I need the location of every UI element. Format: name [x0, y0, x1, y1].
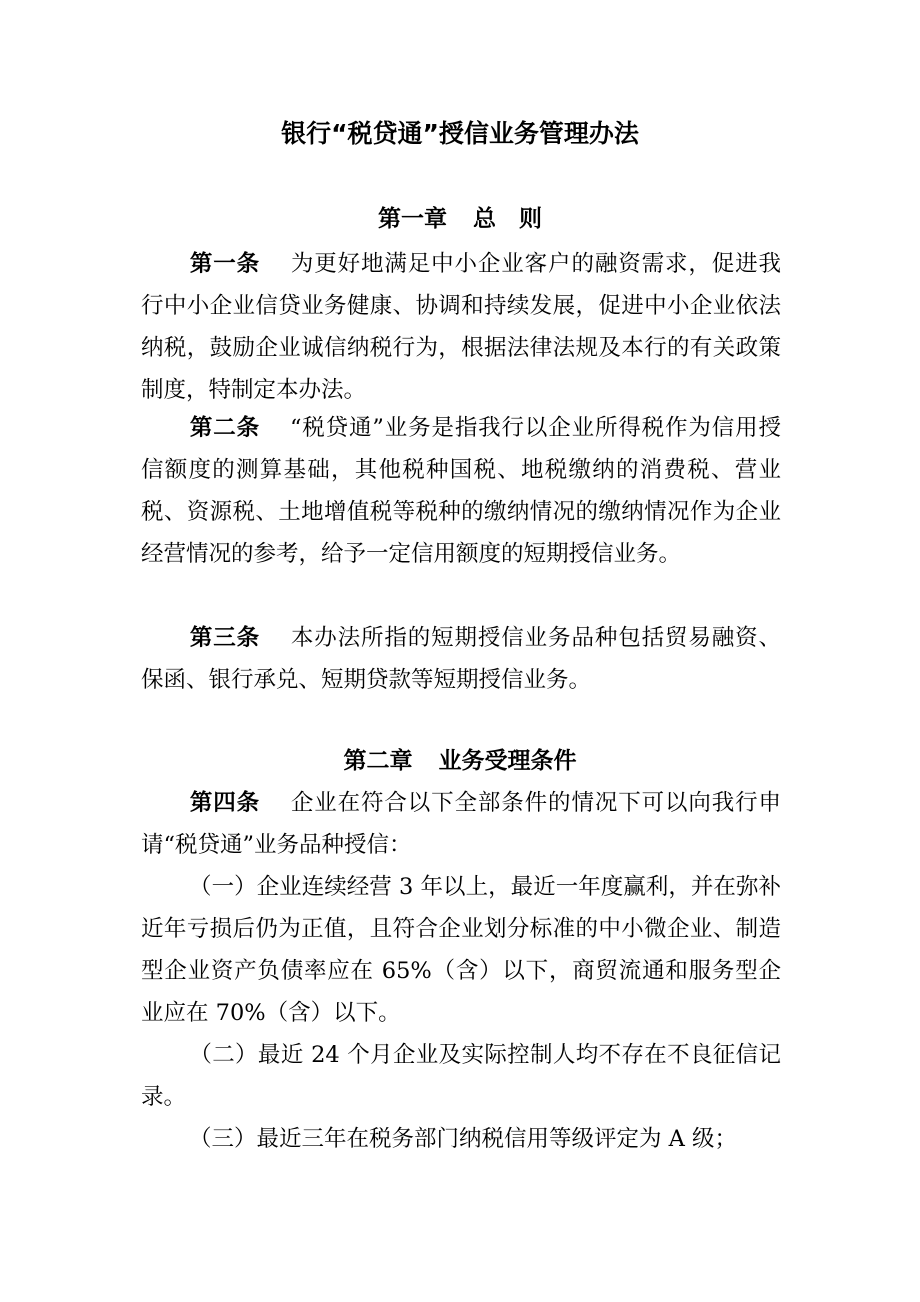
chapter-number: 第一章 [378, 206, 447, 232]
article-text: 企业在符合以下全部条件的情况下可以向我行申请“税贷通”业务品种授信： [141, 790, 781, 858]
article-text: 本办法所指的短期授信业务品种包括贸易融资、保函、银行承兑、短期贷款等短期授信业务。 [141, 625, 781, 693]
article-label: 第四条 [189, 790, 261, 816]
condition-text: （二）最近 24 个月企业及实际控制人均不存在不良征信记录。 [141, 1042, 781, 1110]
chapter-heading-2 [0, 744, 920, 778]
condition-text: （三）最近三年在税务部门纳税信用等级评定为 A 级； [189, 1126, 738, 1152]
article-label: 第三条 [189, 625, 261, 651]
document-title: 银行“税贷通”授信业务管理办法 [281, 119, 639, 148]
chapter-name: 总 则 [473, 206, 542, 232]
chapter-number: 第二章 [343, 748, 413, 774]
article-text: 为更好地满足中小企业客户的融资需求，促进我行中小企业信贷业务健康、协调和持续发展，促进中小企业依法纳税，鼓励企业诚信纳税行为，根据法律法规及本行的有关政策制度，特制定本办法。 [141, 251, 781, 403]
article-label: 第一条 [189, 251, 261, 277]
chapter-name: 业务受理条件 [438, 748, 577, 774]
article-4 [141, 782, 781, 866]
article-label: 第二条 [189, 415, 260, 441]
condition-text: （一）企业连续经营 3 年以上，最近一年度赢利，并在弥补近年亏损后仍为正值，且符合企业划分标准的中小微企业、制造型企业资产负债率应在 65%（含）以下，商贸流通和服务型企业应在 70%（含）以下。 [141, 874, 781, 1026]
condition-item-2 [141, 1034, 781, 1118]
article-3 [141, 617, 781, 701]
condition-item-1 [141, 866, 781, 1034]
condition-item-3 [141, 1118, 781, 1160]
chapter-heading-1 [0, 202, 920, 236]
article-1 [141, 243, 781, 411]
article-text: “税贷通”业务是指我行以企业所得税作为信用授信额度的测算基础，其他税种国税、地税缴纳的消费税、营业税、资源税、土地增值税等税种的缴纳情况的缴纳情况作为企业经营情况的参考，给予一定信用额度的短期授信业务。 [141, 415, 781, 567]
article-2 [141, 407, 781, 575]
